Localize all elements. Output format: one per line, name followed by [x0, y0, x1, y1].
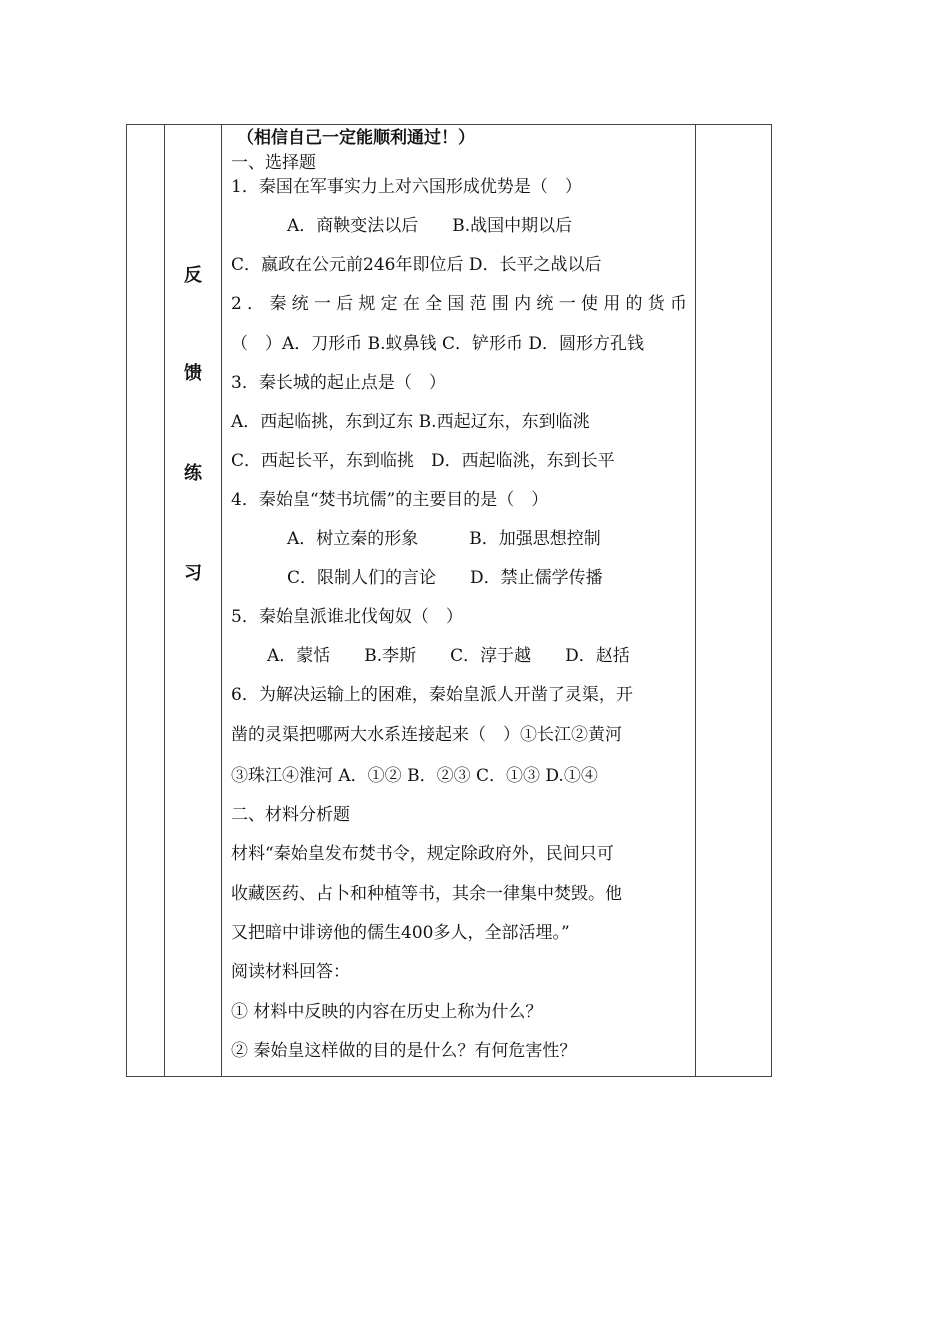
section-heading: 二、材料分析题 — [231, 805, 350, 825]
question-3: 3．秦长城的起止点是（ ） — [231, 373, 446, 393]
section-title-char: 练 — [184, 463, 202, 484]
material-text: 又把暗中诽谤他的儒生400多人，全部活埋。” — [231, 923, 570, 943]
question-3-options: C．西起长平，东到临挑 D．西起临洮，东到长平 — [231, 451, 615, 471]
question-3-options: A．西起临挑，东到辽东 B.西起辽东，东到临洮 — [231, 412, 590, 432]
question-6: 凿的灵渠把哪两大水系连接起来（ ）①长江②黄河 — [231, 725, 622, 745]
material-text: 收藏医药、占卜和种植等书，其余一律集中焚毁。他 — [231, 884, 622, 904]
question-1: 1．秦国在军事实力上对六国形成优势是（ ） — [231, 177, 582, 197]
exercise-table — [126, 124, 772, 1077]
column-divider — [695, 125, 696, 1076]
prompt-text: 阅读材料回答： — [231, 962, 350, 982]
encouragement-heading: （相信自己一定能顺利通过！） — [237, 128, 475, 148]
question-4-options: A．树立秦的形象 B．加强思想控制 — [287, 529, 601, 549]
section-title-char: 反 — [184, 265, 202, 286]
question-2-options: （ ）A．刀形币 B.蚁鼻钱 C．铲形币 D．圆形方孔钱 — [231, 334, 645, 354]
question-4: 4．秦始皇“焚书坑儒”的主要目的是（ ） — [231, 490, 549, 510]
question-5: 5．秦始皇派谁北伐匈奴（ ） — [231, 607, 463, 627]
section-heading: 一、选择题 — [231, 153, 316, 173]
section-title-char: 习 — [184, 563, 202, 584]
section-title-char: 馈 — [184, 363, 202, 384]
question-4-options: C．限制人们的言论 D．禁止儒学传播 — [287, 568, 603, 588]
question-6-options: ③珠江④淮河 A．①② B．②③ C．①③ D.①④ — [231, 766, 598, 786]
question-1-options: A．商鞅变法以后 B.战国中期以后 — [287, 216, 573, 236]
section-title-vertical — [165, 125, 221, 1076]
analysis-question: ② 秦始皇这样做的目的是什么？有何危害性？ — [231, 1041, 577, 1061]
question-6: 6．为解决运输上的困难，秦始皇派人开凿了灵渠，开 — [231, 685, 633, 705]
material-text: 材料“秦始皇发布焚书令，规定除政府外，民间只可 — [231, 844, 614, 864]
analysis-question: ① 材料中反映的内容在历史上称为什么？ — [231, 1002, 543, 1022]
column-divider — [221, 125, 222, 1076]
question-5-options: A．蒙恬 B.李斯 C．淳于越 D．赵括 — [267, 646, 630, 666]
question-2: 2．秦统一后规定在全国范围内统一使用的货币 — [231, 294, 687, 314]
question-1-options: C．嬴政在公元前246年即位后 D．长平之战以后 — [231, 255, 602, 275]
